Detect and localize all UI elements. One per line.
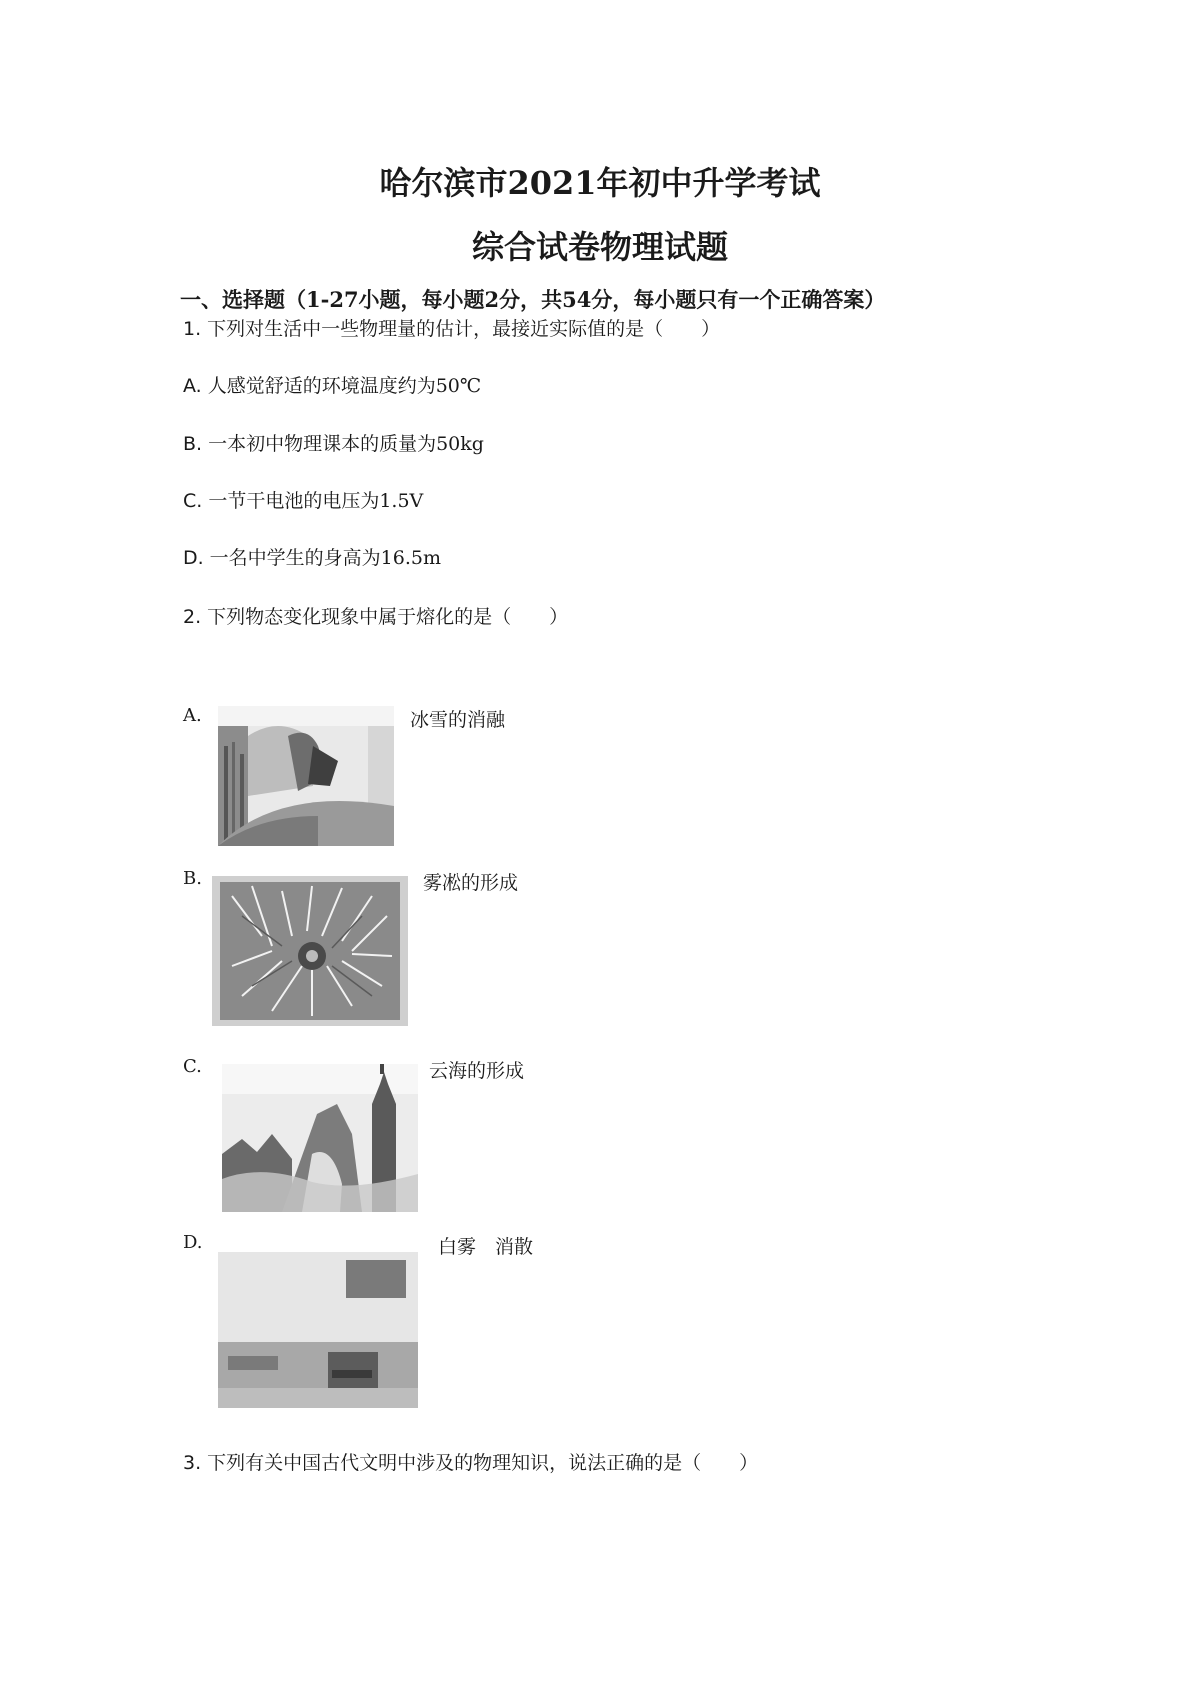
question-2-stem — [183, 602, 568, 629]
question-1-option-a — [183, 371, 481, 398]
question-1-option-b — [183, 429, 484, 456]
option-letter: C. — [183, 1056, 202, 1077]
question-3-stem — [183, 1448, 758, 1475]
option-caption: 白雾 消散 — [438, 1236, 534, 1258]
option-text: 一节干电池的电压为1.5V — [208, 490, 424, 512]
option-letter: D. — [183, 1232, 203, 1253]
question-1-option-c — [183, 486, 423, 513]
question-text: 下列物态变化现象中属于熔化的是（ ） — [207, 606, 569, 628]
question-text: 下列对生活中一些物理量的估计，最接近实际值的是（ ） — [207, 318, 721, 340]
exam-subtitle: 综合试卷物理试题 — [471, 228, 728, 266]
question-1-option-d — [183, 543, 441, 570]
question-number: 2. — [183, 606, 202, 628]
rime-photo — [212, 876, 408, 1026]
section-heading: 一、选择题（1-27小题，每小题2分，共54分，每小题只有一个正确答案） — [180, 287, 886, 312]
option-caption: 雾凇的形成 — [423, 872, 519, 894]
question-1-stem — [183, 314, 720, 341]
question-text: 下列有关中国古代文明中涉及的物理知识，说法正确的是（ ） — [207, 1452, 759, 1474]
cloud-sea-photo — [222, 1064, 418, 1212]
option-caption: 冰雪的消融 — [410, 709, 506, 731]
option-text: 一本初中物理课本的质量为50kg — [208, 433, 484, 455]
option-letter: B. — [183, 868, 202, 889]
option-letter: A. — [183, 705, 202, 726]
option-letter: D. — [183, 547, 204, 569]
question-number: 1. — [183, 318, 202, 340]
question-number: 3. — [183, 1452, 202, 1474]
option-text: 人感觉舒适的环境温度约为50℃ — [207, 375, 482, 397]
option-caption: 云海的形成 — [429, 1060, 525, 1082]
exam-title: 哈尔滨市2021年初中升学考试 — [379, 164, 821, 202]
option-letter: C. — [183, 490, 203, 512]
option-text: 一名中学生的身高为16.5m — [209, 547, 441, 569]
ice-melting-photo — [218, 706, 394, 846]
fog-photo — [218, 1252, 418, 1408]
option-letter: A. — [183, 375, 202, 397]
option-letter: B. — [183, 433, 203, 455]
